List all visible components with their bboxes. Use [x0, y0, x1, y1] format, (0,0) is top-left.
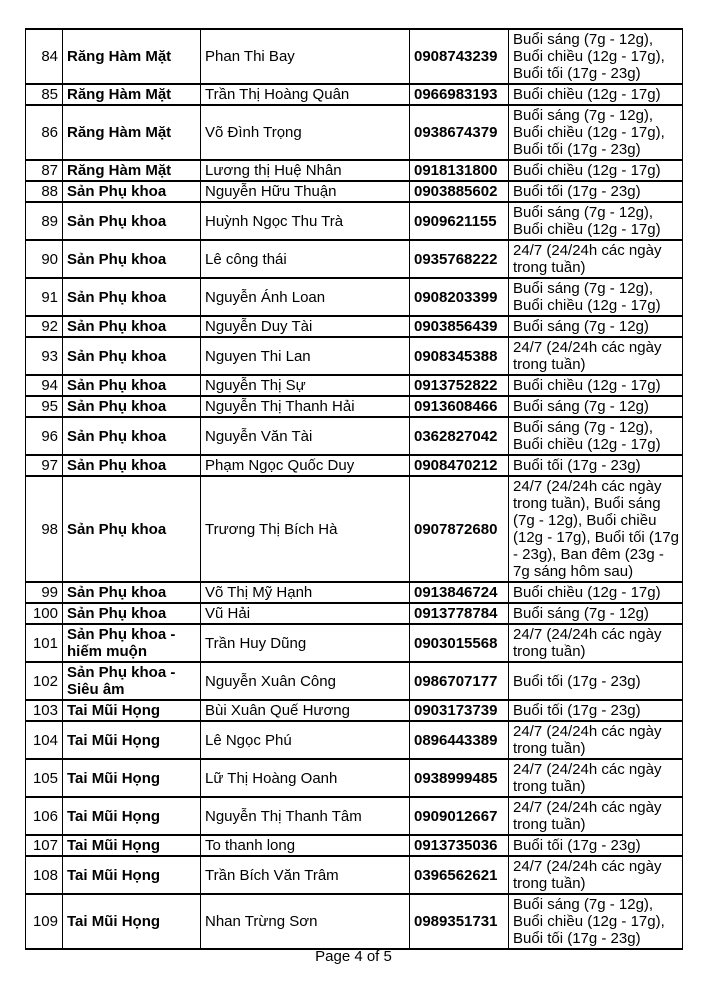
doctor-name-cell: Nguyễn Thị Thanh Hải — [201, 396, 410, 417]
specialty-cell: Sản Phụ khoa — [63, 396, 201, 417]
specialty-cell: Sản Phụ khoa — [63, 181, 201, 202]
specialty-cell: Tai Mũi Họng — [63, 721, 201, 759]
schedule-cell: Buổi sáng (7g - 12g) — [509, 396, 683, 417]
phone-cell: 0908345388 — [410, 337, 509, 375]
doctor-table-body — [26, 29, 683, 949]
schedule-cell: Buổi sáng (7g - 12g), Buổi chiều (12g - 17g) — [509, 278, 683, 316]
doctor-name-cell: To thanh long — [201, 835, 410, 856]
row-number-cell: 105 — [26, 759, 63, 797]
specialty-cell: Tai Mũi Họng — [63, 894, 201, 949]
doctor-name-cell: Lương thị Huệ Nhân — [201, 160, 410, 181]
row-number-cell: 88 — [26, 181, 63, 202]
doctor-name-cell: Nguyễn Thị Thanh Tâm — [201, 797, 410, 835]
schedule-cell: Buổi sáng (7g - 12g), Buổi chiều (12g - 17g), Buổi tối (17g - 23g) — [509, 105, 683, 160]
schedule-cell: 24/7 (24/24h các ngày trong tuần) — [509, 240, 683, 278]
table-row — [26, 337, 683, 375]
table-row — [26, 375, 683, 396]
doctor-name-cell: Phan Thi Bay — [201, 29, 410, 84]
table-row — [26, 721, 683, 759]
phone-cell: 0938999485 — [410, 759, 509, 797]
row-number-cell: 85 — [26, 84, 63, 105]
phone-cell: 0986707177 — [410, 662, 509, 700]
schedule-cell: Buổi tối (17g - 23g) — [509, 455, 683, 476]
row-number-cell: 87 — [26, 160, 63, 181]
specialty-cell: Sản Phụ khoa — [63, 476, 201, 582]
table-row — [26, 316, 683, 337]
phone-cell: 0908743239 — [410, 29, 509, 84]
table-row — [26, 582, 683, 603]
doctor-directory-table — [25, 28, 683, 950]
doctor-name-cell: Võ Thị Mỹ Hạnh — [201, 582, 410, 603]
doctor-name-cell: Nguyễn Hữu Thuận — [201, 181, 410, 202]
row-number-cell: 108 — [26, 856, 63, 894]
doctor-name-cell: Nguyen Thi Lan — [201, 337, 410, 375]
doctor-name-cell: Nhan Trừng Sơn — [201, 894, 410, 949]
table-row — [26, 835, 683, 856]
specialty-cell: Sản Phụ khoa — [63, 337, 201, 375]
row-number-cell: 84 — [26, 29, 63, 84]
table-row — [26, 624, 683, 662]
schedule-cell: Buổi sáng (7g - 12g), Buổi chiều (12g - 17g) — [509, 417, 683, 455]
schedule-cell: 24/7 (24/24h các ngày trong tuần) — [509, 337, 683, 375]
phone-cell: 0989351731 — [410, 894, 509, 949]
doctor-name-cell: Lê công thái — [201, 240, 410, 278]
specialty-cell: Sản Phụ khoa — [63, 582, 201, 603]
phone-cell: 0903856439 — [410, 316, 509, 337]
phone-cell: 0396562621 — [410, 856, 509, 894]
table-row — [26, 856, 683, 894]
table-row — [26, 105, 683, 160]
doctor-name-cell: Nguyễn Xuân Công — [201, 662, 410, 700]
doctor-name-cell: Bùi Xuân Quế Hương — [201, 700, 410, 721]
phone-cell: 0966983193 — [410, 84, 509, 105]
specialty-cell: Sản Phụ khoa — [63, 603, 201, 624]
schedule-cell: Buổi chiều (12g - 17g) — [509, 582, 683, 603]
row-number-cell: 97 — [26, 455, 63, 476]
table-row — [26, 662, 683, 700]
table-row — [26, 29, 683, 84]
row-number-cell: 109 — [26, 894, 63, 949]
doctor-name-cell: Nguyễn Văn Tài — [201, 417, 410, 455]
table-row — [26, 240, 683, 278]
schedule-cell: 24/7 (24/24h các ngày trong tuần) — [509, 624, 683, 662]
schedule-cell: Buổi tối (17g - 23g) — [509, 181, 683, 202]
specialty-cell: Răng Hàm Mặt — [63, 84, 201, 105]
specialty-cell: Tai Mũi Họng — [63, 856, 201, 894]
doctor-name-cell: Võ Đình Trọng — [201, 105, 410, 160]
schedule-cell: 24/7 (24/24h các ngày trong tuần) — [509, 721, 683, 759]
phone-cell: 0913735036 — [410, 835, 509, 856]
row-number-cell: 101 — [26, 624, 63, 662]
table-row — [26, 181, 683, 202]
specialty-cell: Tai Mũi Họng — [63, 700, 201, 721]
specialty-cell: Răng Hàm Mặt — [63, 29, 201, 84]
schedule-cell: 24/7 (24/24h các ngày trong tuần), Buổi sáng (7g - 12g), Buổi chiều (12g - 17g), Buổi tối (17g - 23g), Ban đêm (23g - 7g sáng hôm sau) — [509, 476, 683, 582]
table-row — [26, 202, 683, 240]
row-number-cell: 102 — [26, 662, 63, 700]
row-number-cell: 90 — [26, 240, 63, 278]
table-row — [26, 759, 683, 797]
specialty-cell: Sản Phụ khoa — [63, 455, 201, 476]
table-row — [26, 603, 683, 624]
page-number-footer: Page 4 of 5 — [315, 948, 392, 965]
phone-cell: 0913846724 — [410, 582, 509, 603]
schedule-cell: 24/7 (24/24h các ngày trong tuần) — [509, 797, 683, 835]
phone-cell: 0909621155 — [410, 202, 509, 240]
schedule-cell: Buổi chiều (12g - 17g) — [509, 84, 683, 105]
row-number-cell: 96 — [26, 417, 63, 455]
table-row — [26, 417, 683, 455]
specialty-cell: Sản Phụ khoa — [63, 240, 201, 278]
specialty-cell: Răng Hàm Mặt — [63, 160, 201, 181]
schedule-cell: 24/7 (24/24h các ngày trong tuần) — [509, 856, 683, 894]
specialty-cell: Tai Mũi Họng — [63, 797, 201, 835]
table-row — [26, 396, 683, 417]
specialty-cell: Sản Phụ khoa — [63, 278, 201, 316]
doctor-name-cell: Nguyễn Duy Tài — [201, 316, 410, 337]
table-row — [26, 160, 683, 181]
table-row — [26, 278, 683, 316]
doctor-name-cell: Huỳnh Ngọc Thu Trà — [201, 202, 410, 240]
row-number-cell: 94 — [26, 375, 63, 396]
doctor-name-cell: Phạm Ngọc Quốc Duy — [201, 455, 410, 476]
specialty-cell: Tai Mũi Họng — [63, 759, 201, 797]
phone-cell: 0903173739 — [410, 700, 509, 721]
phone-cell: 0913608466 — [410, 396, 509, 417]
table-row — [26, 797, 683, 835]
schedule-cell: Buổi tối (17g - 23g) — [509, 835, 683, 856]
schedule-cell: Buổi tối (17g - 23g) — [509, 662, 683, 700]
doctor-name-cell: Lữ Thị Hoàng Oanh — [201, 759, 410, 797]
row-number-cell: 99 — [26, 582, 63, 603]
doctor-name-cell: Trần Thị Hoàng Quân — [201, 84, 410, 105]
schedule-cell: Buổi sáng (7g - 12g), Buổi chiều (12g - 17g), Buổi tối (17g - 23g) — [509, 29, 683, 84]
schedule-cell: Buổi chiều (12g - 17g) — [509, 160, 683, 181]
specialty-cell: Sản Phụ khoa — [63, 375, 201, 396]
phone-cell: 0938674379 — [410, 105, 509, 160]
phone-cell: 0918131800 — [410, 160, 509, 181]
row-number-cell: 106 — [26, 797, 63, 835]
table-row — [26, 84, 683, 105]
table-row — [26, 700, 683, 721]
doctor-name-cell: Trần Huy Dũng — [201, 624, 410, 662]
phone-cell: 0908203399 — [410, 278, 509, 316]
schedule-cell: Buổi sáng (7g - 12g) — [509, 316, 683, 337]
schedule-cell: Buổi tối (17g - 23g) — [509, 700, 683, 721]
table-row — [26, 476, 683, 582]
row-number-cell: 98 — [26, 476, 63, 582]
specialty-cell: Răng Hàm Mặt — [63, 105, 201, 160]
doctor-name-cell: Nguyễn Thị Sự — [201, 375, 410, 396]
doctor-name-cell: Nguyễn Ánh Loan — [201, 278, 410, 316]
phone-cell: 0903015568 — [410, 624, 509, 662]
phone-cell: 0913778784 — [410, 603, 509, 624]
row-number-cell: 104 — [26, 721, 63, 759]
doctor-name-cell: Trần Bích Văn Trâm — [201, 856, 410, 894]
phone-cell: 0908470212 — [410, 455, 509, 476]
schedule-cell: Buổi sáng (7g - 12g) — [509, 603, 683, 624]
row-number-cell: 93 — [26, 337, 63, 375]
schedule-cell: Buổi chiều (12g - 17g) — [509, 375, 683, 396]
doctor-name-cell: Trương Thị Bích Hà — [201, 476, 410, 582]
schedule-cell: Buổi sáng (7g - 12g), Buổi chiều (12g - 17g) — [509, 202, 683, 240]
row-number-cell: 91 — [26, 278, 63, 316]
phone-cell: 0903885602 — [410, 181, 509, 202]
phone-cell: 0935768222 — [410, 240, 509, 278]
row-number-cell: 100 — [26, 603, 63, 624]
phone-cell: 0896443389 — [410, 721, 509, 759]
table-row — [26, 894, 683, 949]
row-number-cell: 107 — [26, 835, 63, 856]
phone-cell: 0907872680 — [410, 476, 509, 582]
doctor-name-cell: Lê Ngọc Phú — [201, 721, 410, 759]
specialty-cell: Sản Phụ khoa — [63, 417, 201, 455]
table-row — [26, 455, 683, 476]
phone-cell: 0909012667 — [410, 797, 509, 835]
phone-cell: 0913752822 — [410, 375, 509, 396]
row-number-cell: 86 — [26, 105, 63, 160]
row-number-cell: 92 — [26, 316, 63, 337]
phone-cell: 0362827042 — [410, 417, 509, 455]
specialty-cell: Sản Phụ khoa - hiếm muộn — [63, 624, 201, 662]
row-number-cell: 103 — [26, 700, 63, 721]
specialty-cell: Tai Mũi Họng — [63, 835, 201, 856]
row-number-cell: 95 — [26, 396, 63, 417]
specialty-cell: Sản Phụ khoa - Siêu âm — [63, 662, 201, 700]
specialty-cell: Sản Phụ khoa — [63, 316, 201, 337]
doctor-name-cell: Vũ Hải — [201, 603, 410, 624]
specialty-cell: Sản Phụ khoa — [63, 202, 201, 240]
row-number-cell: 89 — [26, 202, 63, 240]
schedule-cell: 24/7 (24/24h các ngày trong tuần) — [509, 759, 683, 797]
schedule-cell: Buổi sáng (7g - 12g), Buổi chiều (12g - 17g), Buổi tối (17g - 23g) — [509, 894, 683, 949]
